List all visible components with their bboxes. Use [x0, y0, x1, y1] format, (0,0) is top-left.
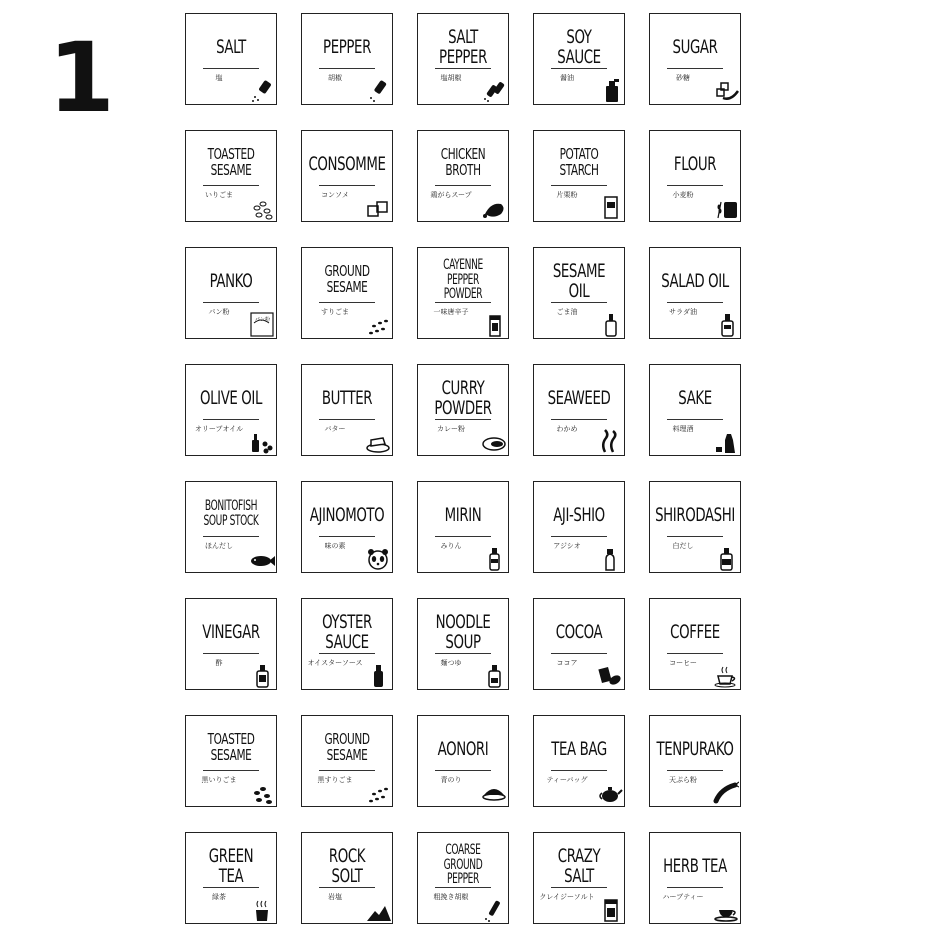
label-title: CONSOMME	[308, 153, 386, 176]
label-divider	[203, 302, 259, 303]
label-card	[417, 715, 509, 807]
black-sesame-seeds-icon	[249, 779, 275, 805]
pepper-shaker-icon	[365, 77, 391, 103]
label-title: SAKE	[678, 387, 712, 410]
label-card	[185, 364, 277, 456]
panda-icon	[365, 545, 391, 571]
vinegar-bottle-icon	[249, 662, 275, 688]
label-divider	[319, 68, 375, 69]
label-card	[185, 13, 277, 105]
sugar-cubes-spoon-icon	[713, 77, 739, 103]
label-title: OLIVE OIL	[200, 387, 262, 410]
sheet-number: 1	[48, 22, 115, 134]
label-divider	[319, 419, 375, 420]
seaweed-icon	[597, 428, 623, 454]
chicken-leg-icon	[481, 194, 507, 220]
salt-shaker-icon	[249, 77, 275, 103]
label-japanese-name: 白だし	[672, 542, 694, 550]
label-divider	[203, 536, 259, 537]
sake-bottle-cup-icon	[713, 428, 739, 454]
label-title: SEAWEED	[547, 387, 611, 410]
label-japanese-name: コーヒー	[669, 659, 697, 667]
label-card	[185, 715, 277, 807]
label-divider	[435, 68, 491, 69]
oil-bottle-icon	[597, 311, 623, 337]
label-card	[533, 481, 625, 573]
label-divider	[551, 68, 607, 69]
label-title: GROUND SESAME	[324, 262, 370, 296]
tempura-shrimp-icon	[713, 779, 739, 805]
label-card	[649, 598, 741, 690]
label-title: VINEGAR	[202, 621, 260, 644]
label-japanese-name: 麺つゆ	[440, 659, 462, 667]
sesame-seeds-icon	[249, 194, 275, 220]
label-card	[417, 247, 509, 339]
label-divider	[435, 419, 491, 420]
label-card	[185, 481, 277, 573]
label-divider	[203, 770, 259, 771]
label-title: SALT	[216, 36, 246, 59]
teacup-saucer-icon	[713, 896, 739, 922]
label-title: SHIRODASHI	[655, 504, 735, 527]
label-divider	[551, 302, 607, 303]
label-card	[185, 247, 277, 339]
label-japanese-name: オリーブオイル	[194, 425, 244, 433]
label-title: OYSTER SAUCE	[322, 611, 372, 653]
label-divider	[435, 185, 491, 186]
label-title: AONORI	[437, 738, 489, 761]
fish-icon	[249, 545, 275, 571]
label-divider	[435, 770, 491, 771]
label-divider	[319, 653, 375, 654]
label-japanese-name: オイスターソース	[307, 659, 363, 667]
label-japanese-name: 鶏がらスープ	[430, 191, 472, 199]
label-japanese-name: コンソメ	[321, 191, 349, 199]
salad-oil-bottle-icon	[713, 311, 739, 337]
label-japanese-name: 粗挽き胡椒	[433, 893, 469, 901]
label-divider	[667, 653, 723, 654]
crazy-salt-bottle-icon	[597, 896, 623, 922]
label-japanese-name: 塩	[215, 74, 223, 82]
label-title: TOASTED SESAME	[207, 730, 255, 764]
label-title: SOY SAUCE	[557, 26, 601, 68]
label-divider	[667, 770, 723, 771]
label-title: PANKO	[209, 270, 253, 293]
label-divider	[319, 770, 375, 771]
curry-plate-icon	[481, 428, 507, 454]
mirin-bottle-icon	[481, 545, 507, 571]
label-japanese-name: 緑茶	[212, 893, 226, 901]
label-title: TENPURAKO	[656, 738, 734, 761]
label-divider	[319, 887, 375, 888]
label-japanese-name: みりん	[440, 542, 462, 550]
label-japanese-name: ハーブティー	[662, 893, 704, 901]
label-japanese-name: 天ぷら粉	[669, 776, 697, 784]
label-card	[649, 247, 741, 339]
dashi-bottle-icon	[713, 545, 739, 571]
label-japanese-name: 黒すりごま	[317, 776, 353, 784]
label-japanese-name: ココア	[556, 659, 578, 667]
label-card	[301, 715, 393, 807]
label-divider	[667, 536, 723, 537]
label-japanese-name: わかめ	[556, 425, 578, 433]
teapot-icon	[597, 779, 623, 805]
black-ground-sesame-icon	[365, 779, 391, 805]
label-card	[649, 715, 741, 807]
label-divider	[319, 536, 375, 537]
label-divider	[435, 302, 491, 303]
label-title: TEA BAG	[551, 738, 607, 761]
label-divider	[435, 536, 491, 537]
label-divider	[551, 185, 607, 186]
label-japanese-name: パン粉	[208, 308, 230, 316]
bouillon-cubes-icon	[365, 194, 391, 220]
label-divider	[203, 185, 259, 186]
label-title: BONITOFISH SOUP STOCK	[203, 498, 259, 529]
pepper-grinder-icon	[481, 896, 507, 922]
label-japanese-name: 青のり	[440, 776, 462, 784]
label-japanese-name: バター	[324, 425, 346, 433]
svg-text:パン粉: パン粉	[255, 317, 271, 323]
label-divider	[667, 419, 723, 420]
label-title: POTATO STARCH	[559, 145, 599, 179]
label-card	[301, 481, 393, 573]
label-title: NOODLE SOUP	[435, 611, 491, 653]
label-divider	[203, 887, 259, 888]
label-title: CURRY POWDER	[434, 377, 492, 419]
label-title: PEPPER	[323, 36, 371, 59]
label-card	[185, 130, 277, 222]
label-card	[533, 715, 625, 807]
label-divider	[203, 419, 259, 420]
label-title: TOASTED SESAME	[207, 145, 255, 179]
label-divider	[667, 68, 723, 69]
label-card	[185, 832, 277, 924]
label-title: SALAD OIL	[661, 270, 729, 293]
label-japanese-name: 砂糖	[676, 74, 690, 82]
label-japanese-name: カレー粉	[437, 425, 465, 433]
label-card	[301, 598, 393, 690]
label-japanese-name: すりごま	[321, 308, 349, 316]
rock-salt-icon	[365, 896, 391, 922]
label-japanese-name: 片栗粉	[556, 191, 578, 199]
label-divider	[667, 302, 723, 303]
label-card	[533, 598, 625, 690]
label-divider	[551, 419, 607, 420]
cocoa-chocolate-icon	[597, 662, 623, 688]
label-japanese-name: ティーバッグ	[546, 776, 588, 784]
label-japanese-name: いりごま	[205, 191, 233, 199]
label-divider	[319, 185, 375, 186]
label-card	[533, 364, 625, 456]
label-japanese-name: 黒いりごま	[201, 776, 237, 784]
label-card	[185, 598, 277, 690]
label-title: CAYENNE PEPPER POWDER	[443, 256, 483, 303]
butter-dish-icon	[365, 428, 391, 454]
label-title: CHICKEN BROTH	[440, 145, 486, 179]
label-japanese-name: 岩塩	[328, 893, 342, 901]
label-title: AJINOMOTO	[309, 504, 385, 527]
label-title: BUTTER	[321, 387, 373, 410]
label-japanese-name: 酢	[215, 659, 223, 667]
label-card	[533, 247, 625, 339]
label-japanese-name: 一味唐辛子	[433, 308, 469, 316]
label-divider	[551, 887, 607, 888]
olive-oil-bottle-icon	[249, 428, 275, 454]
label-card	[533, 13, 625, 105]
label-title: AJI-SHIO	[553, 504, 605, 527]
label-card	[649, 130, 741, 222]
label-japanese-name: 味の素	[324, 542, 346, 550]
label-title: SESAME OIL	[552, 260, 606, 302]
label-title: SUGAR	[672, 36, 718, 59]
label-japanese-name: アジシオ	[553, 542, 581, 550]
label-title: HERB TEA	[663, 855, 727, 878]
label-card	[649, 481, 741, 573]
label-japanese-name: 小麦粉	[672, 191, 694, 199]
label-grid	[185, 13, 741, 924]
coffee-cup-icon	[713, 662, 739, 688]
label-japanese-name: 胡椒	[328, 74, 342, 82]
starch-bag-icon	[597, 194, 623, 220]
label-japanese-name: 醤油	[560, 74, 574, 82]
label-title: MIRIN	[444, 504, 482, 527]
label-title: COARSE GROUND PEPPER	[443, 841, 483, 888]
noodle-soup-bottle-icon	[481, 662, 507, 688]
label-card	[301, 130, 393, 222]
label-card	[417, 481, 509, 573]
label-divider	[435, 653, 491, 654]
label-divider	[203, 653, 259, 654]
tea-cup-steam-icon	[249, 896, 275, 922]
label-divider	[319, 302, 375, 303]
label-divider	[435, 887, 491, 888]
label-japanese-name: ごま油	[556, 308, 578, 316]
panko-bag-icon	[249, 311, 275, 337]
label-japanese-name: 料理酒	[672, 425, 694, 433]
shaker-bottle-icon	[597, 545, 623, 571]
label-divider	[203, 68, 259, 69]
aonori-bowl-icon	[481, 779, 507, 805]
label-card	[301, 832, 393, 924]
label-card	[417, 598, 509, 690]
spice-jar-icon	[481, 311, 507, 337]
soy-sauce-bottle-icon	[597, 77, 623, 103]
oyster-sauce-bottle-icon	[365, 662, 391, 688]
label-title: COFFEE	[670, 621, 720, 644]
label-card	[649, 832, 741, 924]
ground-sesame-seeds-icon	[365, 311, 391, 337]
label-japanese-name: 塩胡椒	[440, 74, 462, 82]
label-japanese-name: ほんだし	[205, 542, 233, 550]
label-card	[417, 13, 509, 105]
label-card	[301, 364, 393, 456]
label-card	[301, 247, 393, 339]
label-card	[649, 364, 741, 456]
label-title: SALT PEPPER	[439, 26, 487, 68]
label-card	[417, 130, 509, 222]
label-divider	[667, 185, 723, 186]
label-card	[417, 364, 509, 456]
label-title: GROUND SESAME	[324, 730, 370, 764]
label-title: COCOA	[555, 621, 603, 644]
label-divider	[551, 770, 607, 771]
label-japanese-name: サラダ油	[669, 308, 697, 316]
label-japanese-name: クレイジーソルト	[539, 893, 595, 901]
salt-pepper-shakers-icon	[481, 77, 507, 103]
label-card	[649, 13, 741, 105]
label-divider	[667, 887, 723, 888]
label-title: CRAZY SALT	[557, 845, 601, 887]
label-divider	[551, 536, 607, 537]
flour-bag-wheat-icon	[713, 194, 739, 220]
label-divider	[551, 653, 607, 654]
label-card	[533, 832, 625, 924]
label-title: FLOUR	[673, 153, 717, 176]
label-card	[301, 13, 393, 105]
label-card	[417, 832, 509, 924]
label-card	[533, 130, 625, 222]
label-title: ROCK SOLT	[328, 845, 366, 887]
label-title: GREEN TEA	[208, 845, 254, 887]
